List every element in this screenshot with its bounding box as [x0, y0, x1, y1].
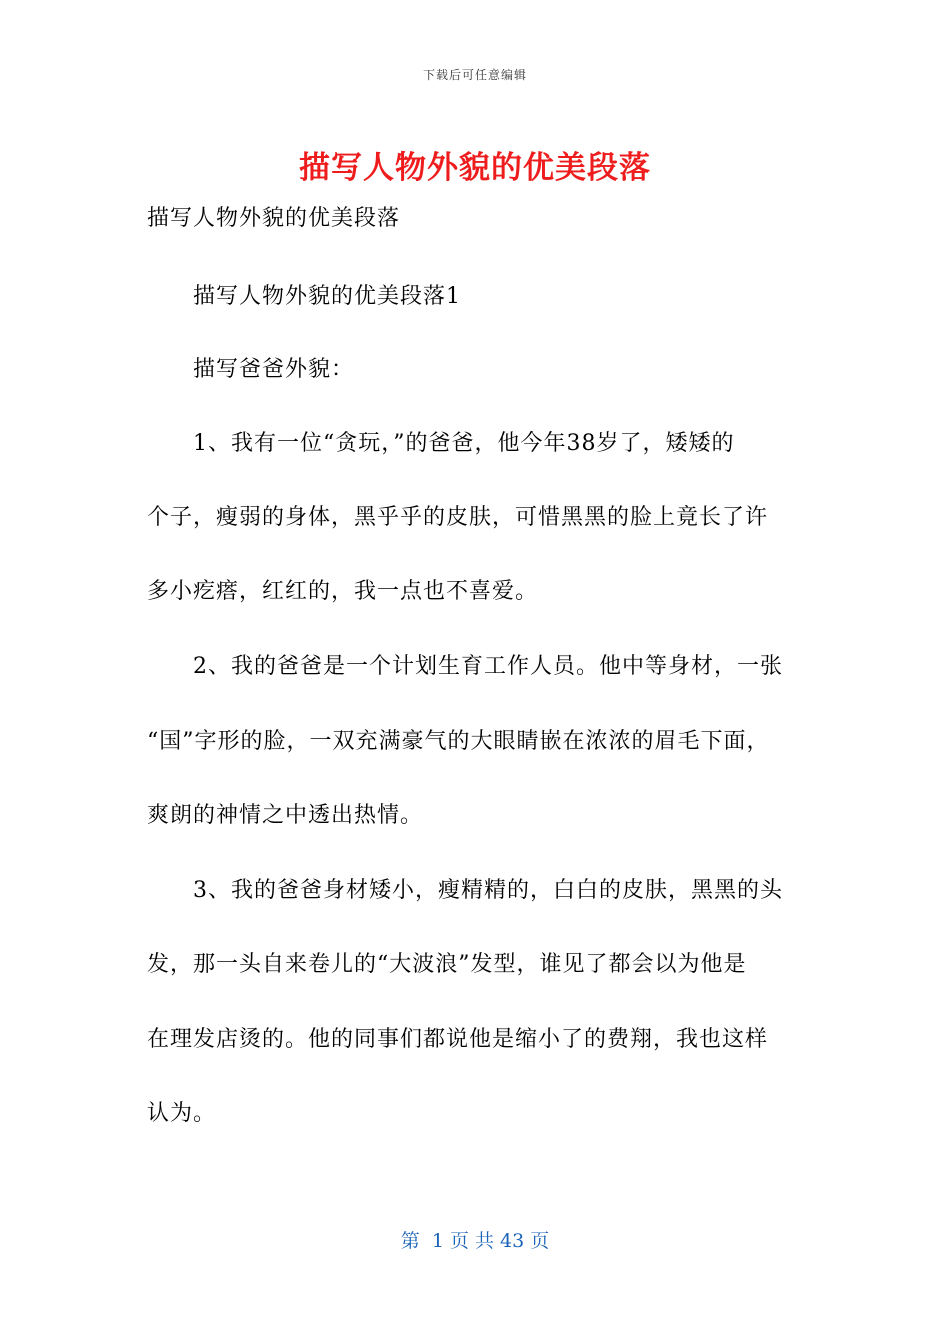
paragraph-1-line-1: 1、我有一位“贪玩，”的爸爸，他今年38岁了，矮矮的	[193, 431, 735, 456]
paragraph-1-line-3: 多小疙瘩，红红的，我一点也不喜爱。	[147, 579, 539, 604]
document-title: 描写人物外貌的优美段落	[299, 150, 651, 186]
paragraph-3-line-4: 认为。	[147, 1101, 217, 1126]
subtitle-line: 描写人物外貌的优美段落	[147, 206, 401, 231]
paragraph-1-line-2: 个子，瘦弱的身体，黑乎乎的皮肤，可惜黑黑的脸上竟长了许	[147, 505, 769, 530]
paragraph-2-line-1: 2、我的爸爸是一个计划生育工作人员。他中等身材，一张	[193, 654, 783, 679]
paragraph-3-line-1: 3、我的爸爸身材矮小，瘦精精的，白白的皮肤，黑黑的头	[193, 878, 783, 903]
paragraph-2-line-2: “国”字形的脸，一双充满豪气的大眼睛嵌在浓浓的眉毛下面，	[147, 729, 770, 754]
page-footer: 第 1 页 共 43 页	[400, 1230, 550, 1252]
paragraph-3-line-2: 发，那一头自来卷儿的“大波浪”发型，谁见了都会以为他是	[147, 952, 747, 977]
paragraph-2-line-3: 爽朗的神情之中透出热情。	[147, 803, 424, 828]
section-heading: 描写人物外貌的优美段落1	[193, 284, 461, 309]
paragraph-3-line-3: 在理发店烫的。他的同事们都说他是缩小了的费翔，我也这样	[147, 1027, 769, 1052]
paragraph-heading: 描写爸爸外貌：	[193, 357, 355, 382]
header-note: 下载后可任意编辑	[422, 68, 527, 82]
